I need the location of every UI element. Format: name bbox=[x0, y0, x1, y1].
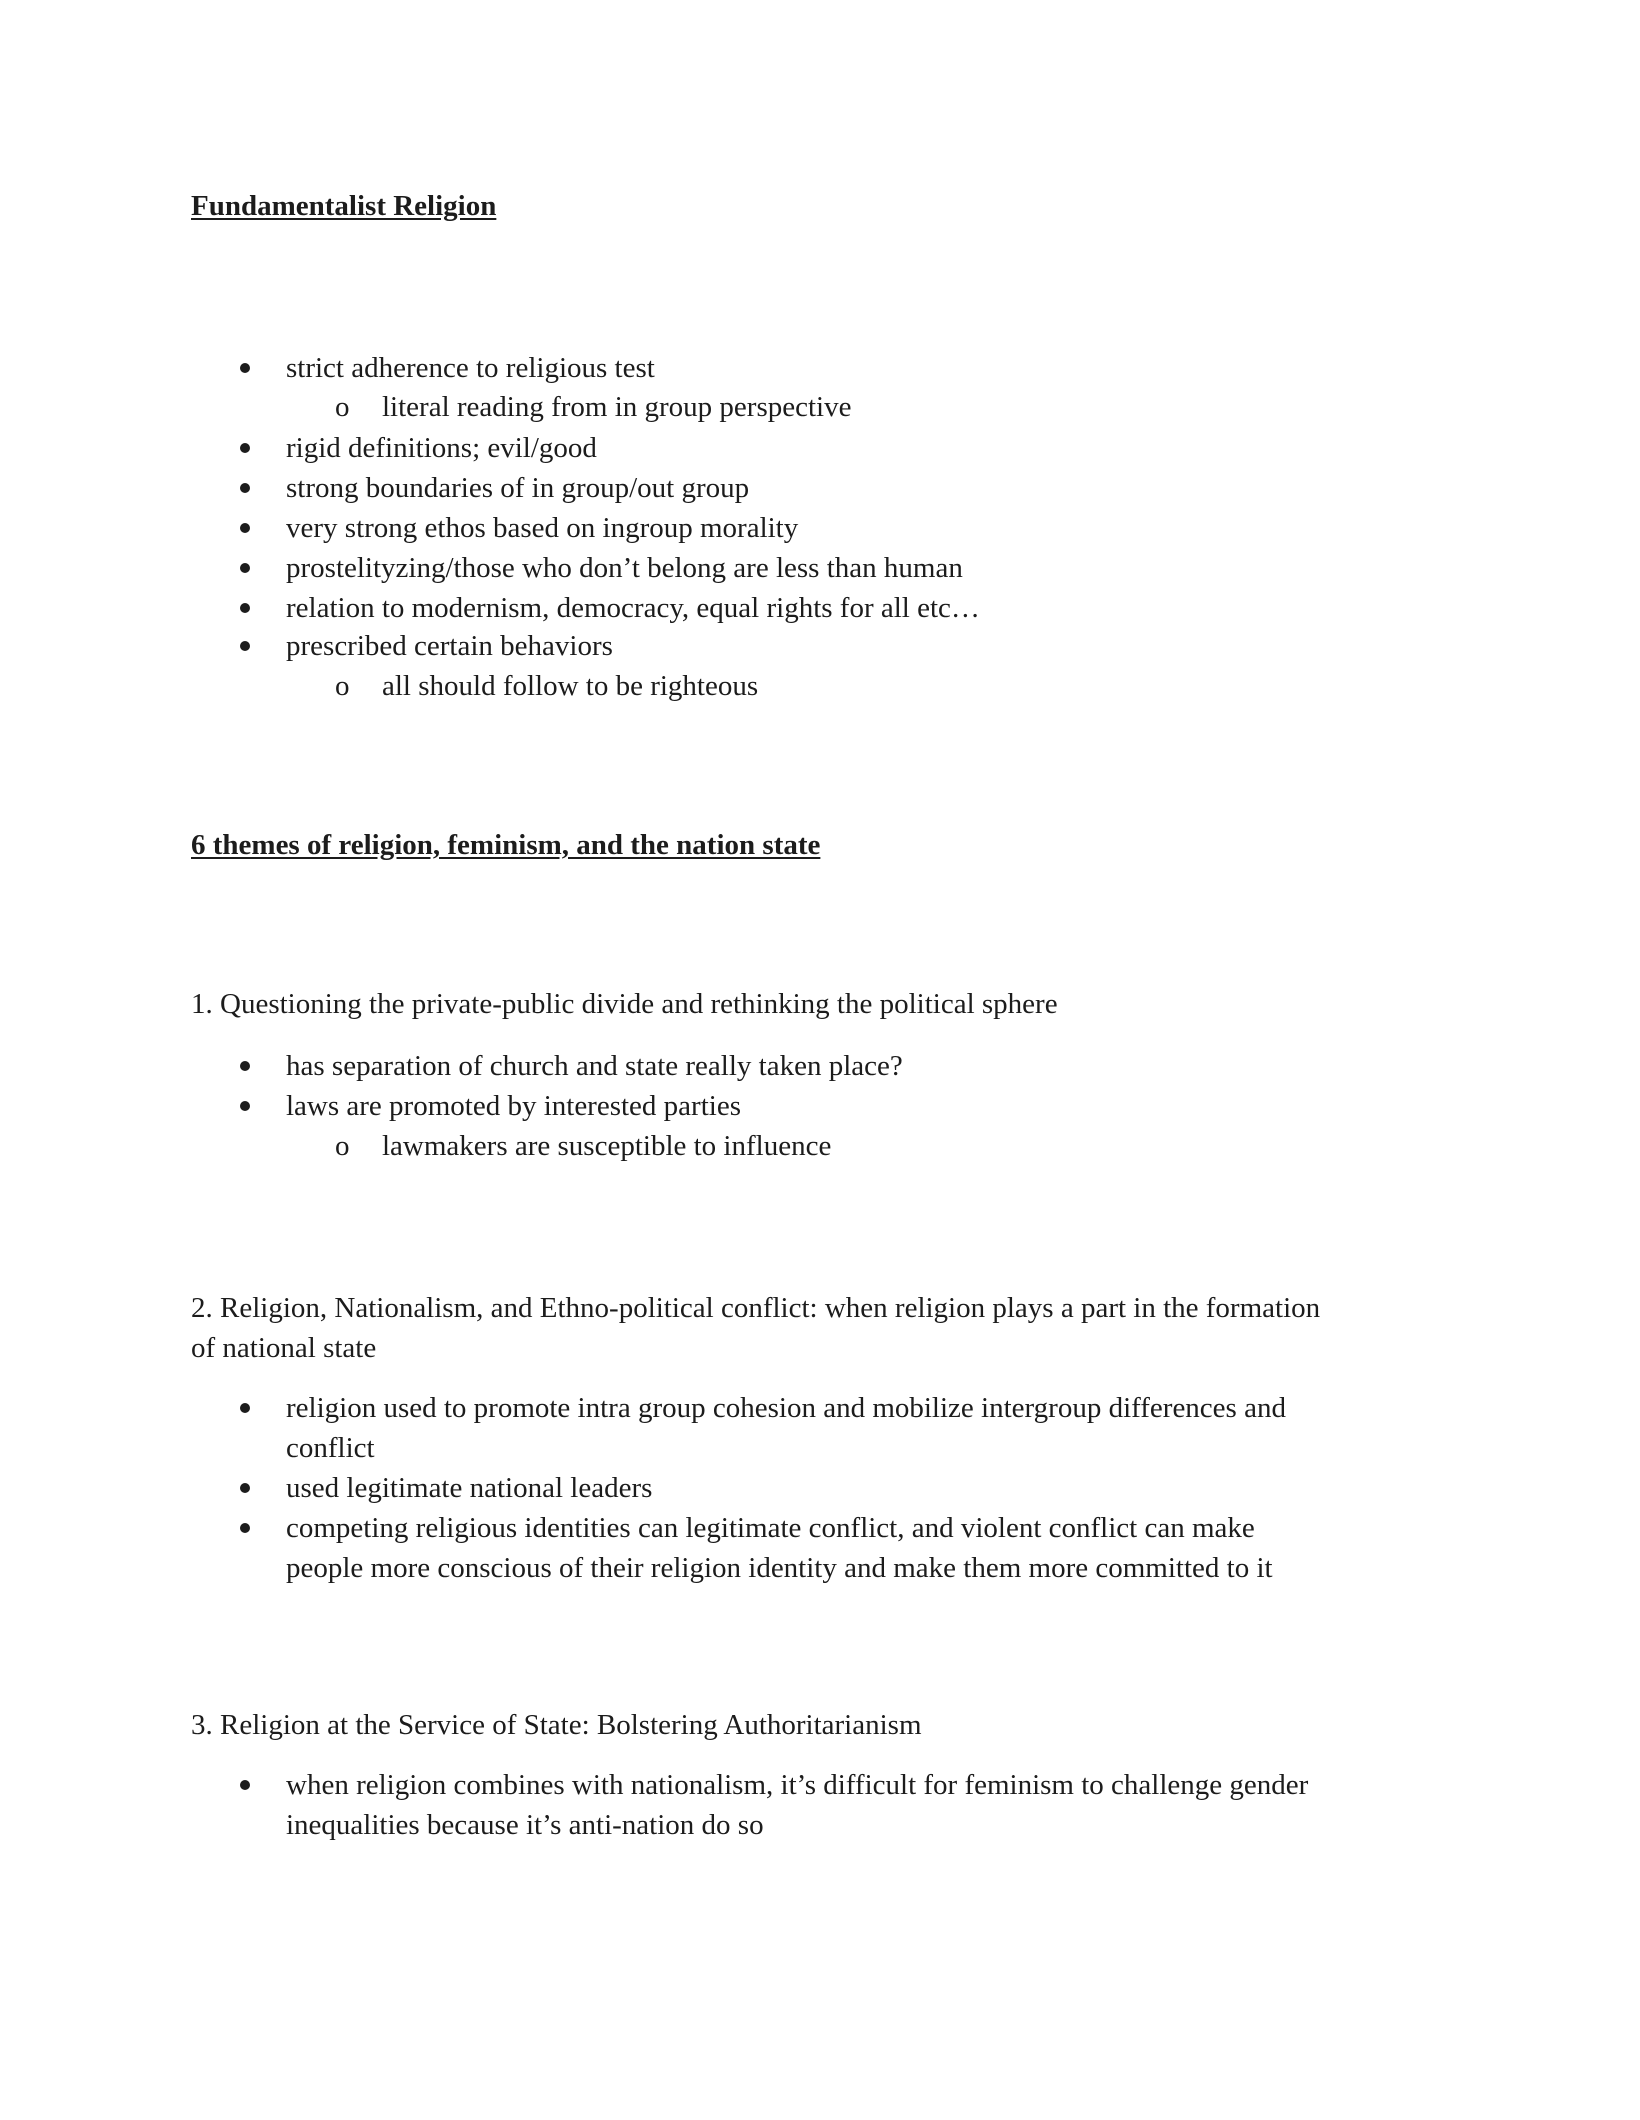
list-item: strict adherence to religious test bbox=[286, 352, 655, 384]
bullet-icon bbox=[240, 363, 250, 373]
bullet-icon bbox=[240, 1780, 250, 1790]
sub-bullet-icon: o bbox=[335, 670, 350, 702]
list-subitem: lawmakers are susceptible to influence bbox=[382, 1130, 832, 1162]
bullet-icon bbox=[240, 443, 250, 453]
list-item: relation to modernism, democracy, equal rights for all etc… bbox=[286, 592, 980, 624]
list-item: prostelityzing/those who don’t belong are less than human bbox=[286, 552, 963, 584]
bullet-icon bbox=[240, 1483, 250, 1493]
list-item: strong boundaries of in group/out group bbox=[286, 472, 750, 504]
sub-bullet-icon: o bbox=[335, 1130, 350, 1162]
list-item: has separation of church and state really taken place? bbox=[286, 1050, 903, 1082]
bullet-icon bbox=[240, 483, 250, 493]
bullet-icon bbox=[240, 563, 250, 573]
list-item: competing religious identities can legitimate conflict, and violent conflict can make bbox=[286, 1512, 1255, 1544]
list-item: when religion combines with nationalism, it’s difficult for feminism to challenge gender bbox=[286, 1769, 1309, 1801]
list-subitem: literal reading from in group perspective bbox=[382, 391, 852, 423]
bullet-icon bbox=[240, 1523, 250, 1533]
bullet-icon bbox=[240, 641, 250, 651]
list-item-cont: inequalities because it’s anti-nation do so bbox=[286, 1809, 764, 1841]
list-item-cont: people more conscious of their religion identity and make them more committed to it bbox=[286, 1552, 1273, 1584]
bullet-icon bbox=[240, 603, 250, 613]
theme-heading-1: 1. Questioning the private-public divide and rethinking the political sphere bbox=[191, 988, 1058, 1020]
bullet-icon bbox=[240, 1101, 250, 1111]
theme-heading-3: 3. Religion at the Service of State: Bolstering Authoritarianism bbox=[191, 1709, 922, 1741]
bullet-icon bbox=[240, 1061, 250, 1071]
list-item: used legitimate national leaders bbox=[286, 1472, 653, 1504]
list-item: rigid definitions; evil/good bbox=[286, 432, 597, 464]
list-item: very strong ethos based on ingroup morality bbox=[286, 512, 799, 544]
sub-bullet-icon: o bbox=[335, 391, 350, 423]
bullet-icon bbox=[240, 523, 250, 533]
list-item: religion used to promote intra group cohesion and mobilize intergroup differences and bbox=[286, 1392, 1286, 1424]
list-item-cont: conflict bbox=[286, 1432, 375, 1464]
bullet-icon bbox=[240, 1403, 250, 1413]
list-item: prescribed certain behaviors bbox=[286, 630, 613, 662]
theme-heading-2: 2. Religion, Nationalism, and Ethno-political conflict: when religion plays a part in the formation bbox=[191, 1292, 1321, 1324]
section-heading-fundamentalist: Fundamentalist Religion bbox=[191, 190, 497, 222]
section-heading-themes: 6 themes of religion, feminism, and the nation state bbox=[191, 829, 821, 861]
list-subitem: all should follow to be righteous bbox=[382, 670, 759, 702]
theme-heading-2-cont: of national state bbox=[191, 1332, 377, 1364]
list-item: laws are promoted by interested parties bbox=[286, 1090, 741, 1122]
